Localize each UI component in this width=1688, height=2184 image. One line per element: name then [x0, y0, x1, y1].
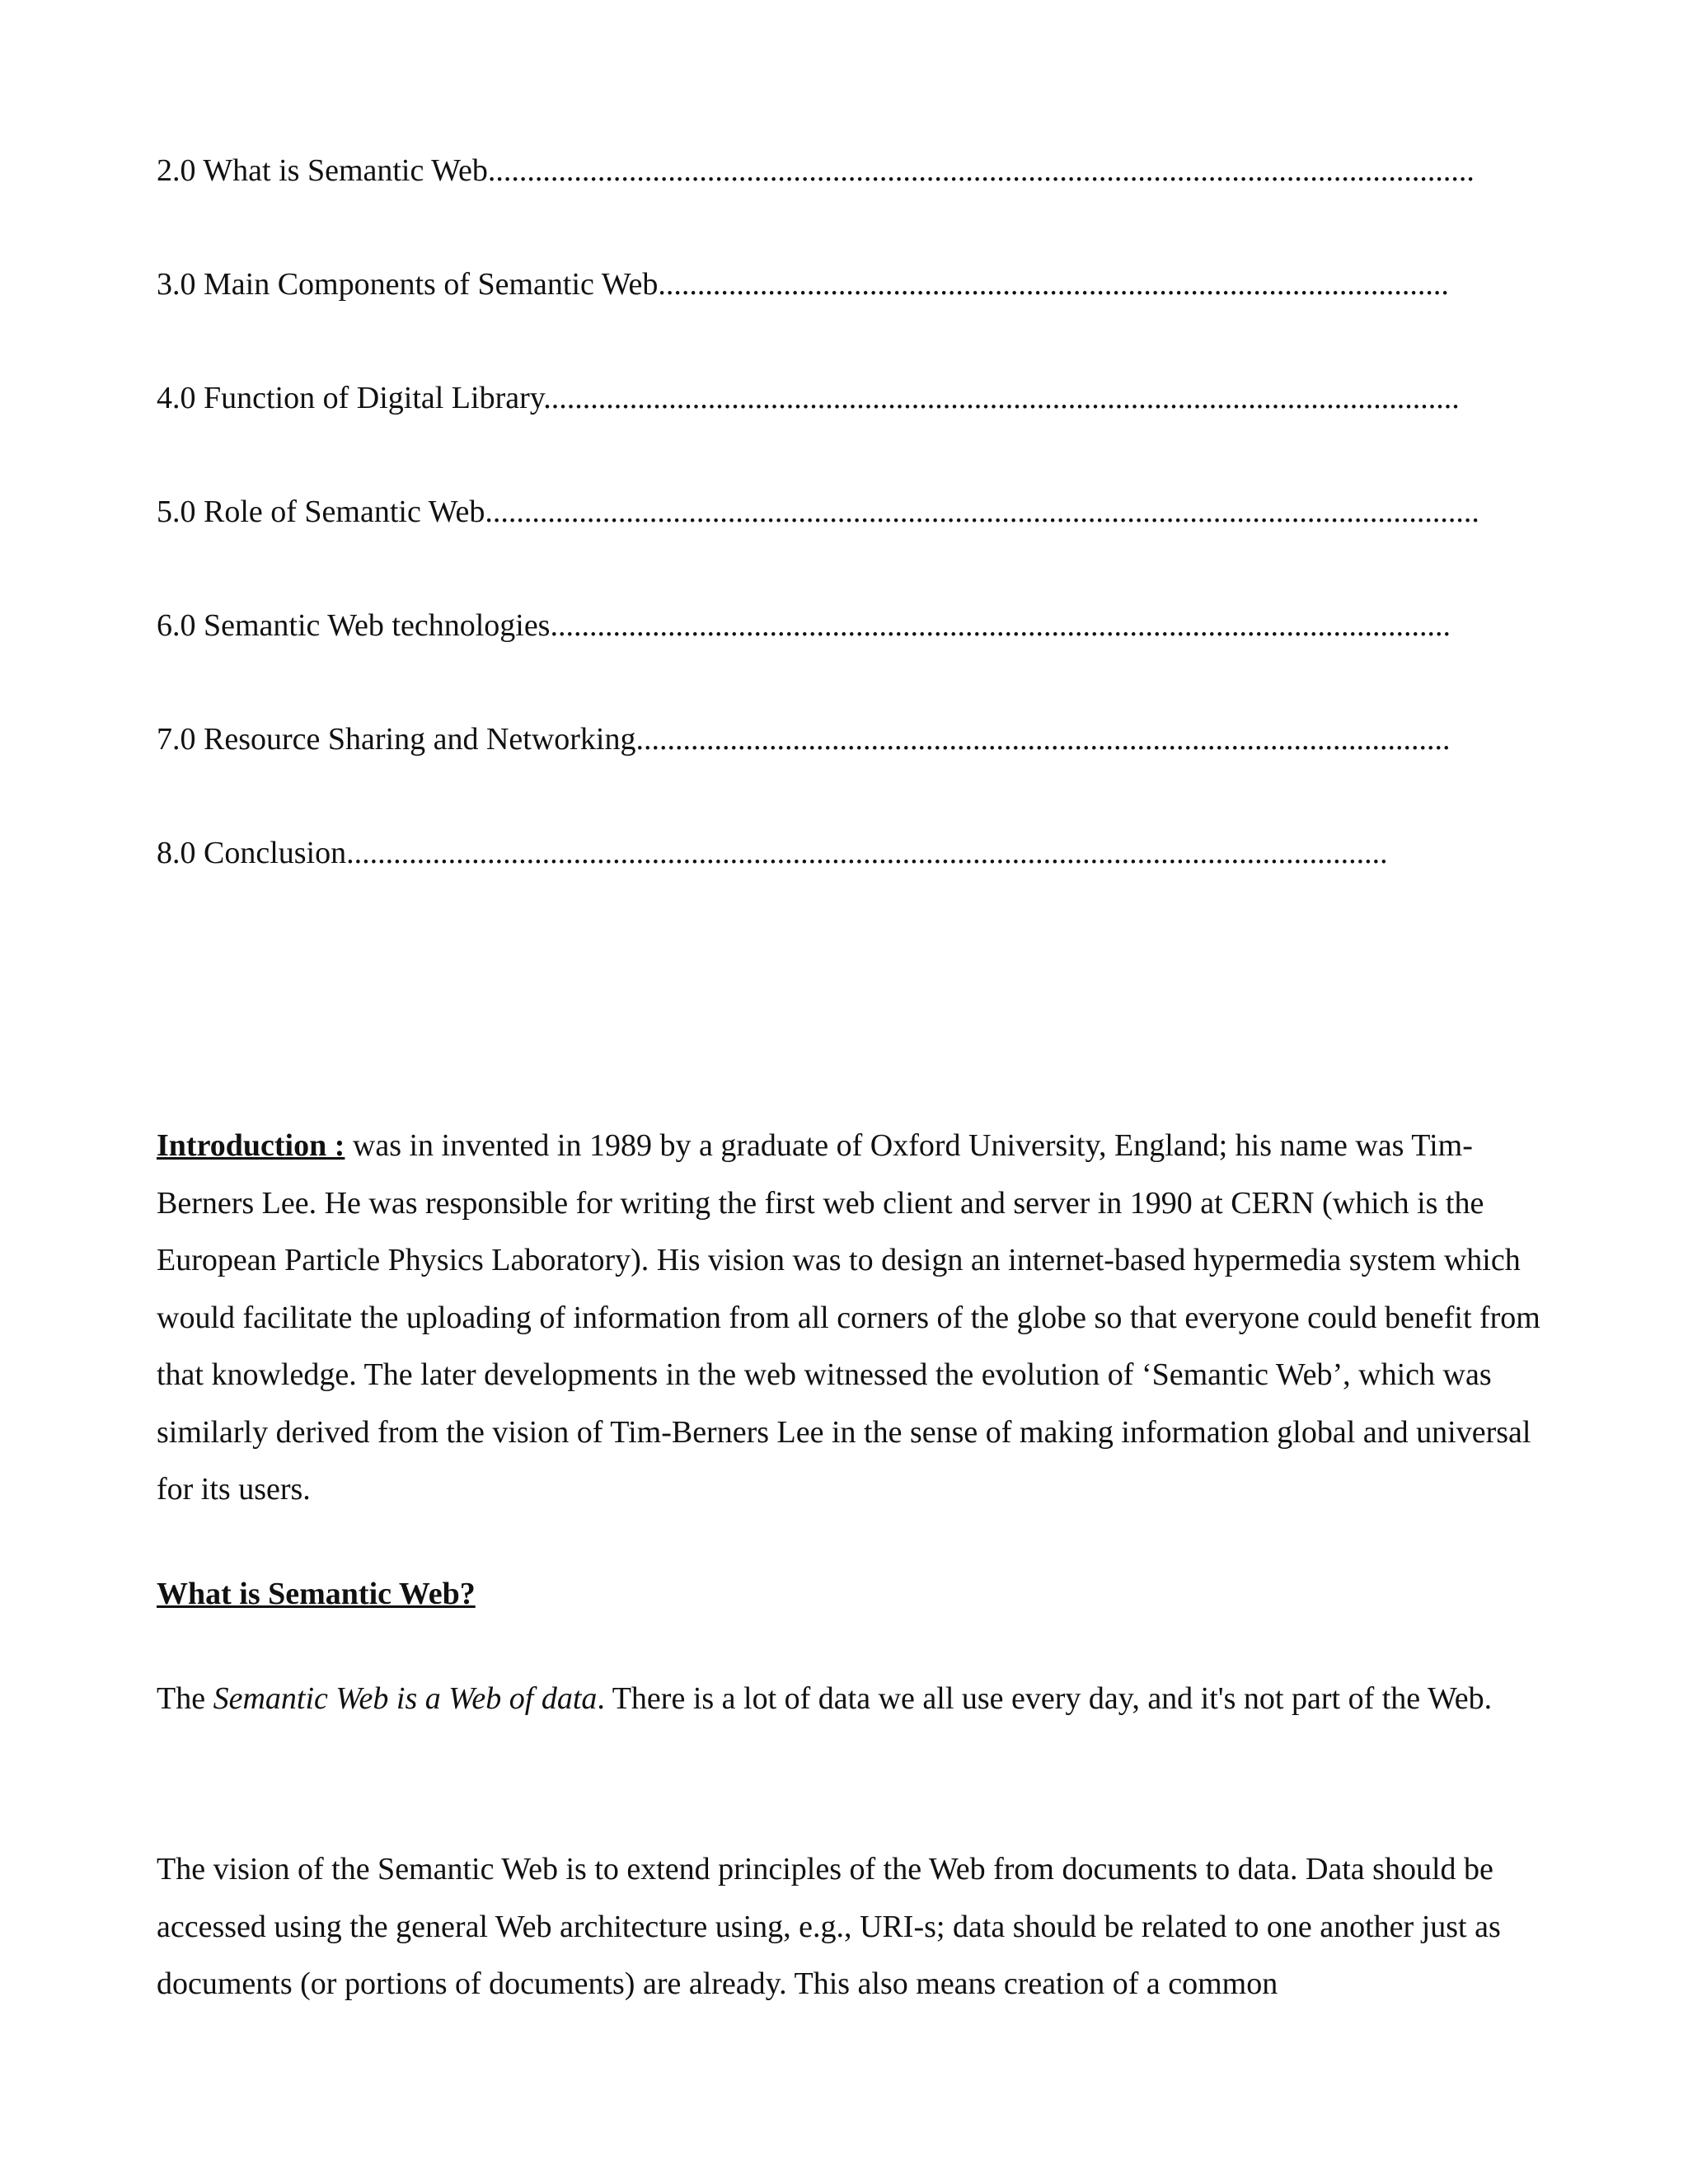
definition-paragraph: [157, 1671, 1541, 1728]
toc-entry: [157, 152, 1533, 189]
section-heading: What is Semantic Web?: [157, 1577, 476, 1611]
toc-entry-text: 3.0 Main Components of Semantic Web: [157, 267, 659, 302]
toc-leader-dots: .....................................................................................................: [658, 267, 1449, 302]
toc-entry-text: 2.0 What is Semantic Web: [157, 153, 488, 188]
toc-leader-dots: ..............................................................................................................................: [487, 153, 1475, 188]
toc-entry: [157, 380, 1533, 416]
introduction-text: was in invented in 1989 by a graduate of Oxford University, England; his name was Tim-Berners Lee. He was responsible for writing the first web client and server in 1990 at CERN (which is the European Particle Physics Laboratory). His vision was to design an internet-based hypermedia system which would facilitate the uploading of information from all corners of the globe so that everyone could benefit from that knowledge. The later developments in the web witnessed the evolution of ‘Semantic Web’, which was similarly derived from the vision of Tim-Berners Lee in the sense of making information global and universal for its users.: [157, 1128, 1540, 1507]
table-of-contents: [157, 152, 1533, 949]
toc-leader-dots: ........................................................................................................: [635, 722, 1451, 757]
definition-emphasis: Semantic Web is a Web of data: [213, 1681, 598, 1716]
vision-paragraph: [157, 1841, 1541, 2013]
introduction-label: Introduction :: [157, 1128, 345, 1163]
toc-entry: [157, 494, 1533, 530]
toc-entry-text: 8.0 Conclusion: [157, 836, 347, 870]
toc-leader-dots: .....................................................................................................................................: [346, 836, 1388, 870]
toc-entry-text: 7.0 Resource Sharing and Networking: [157, 722, 636, 757]
vision-text: The vision of the Semantic Web is to extend principles of the Web from documents to data. Data should be accessed using the general Web architecture using, e.g., URI-s; data should be related to one another just as documents (or portions of documents) are already. This also means creation of a common: [157, 1852, 1501, 2001]
toc-entry-text: 4.0 Function of Digital Library: [157, 381, 544, 415]
toc-entry: [157, 266, 1533, 302]
toc-entry-text: 5.0 Role of Semantic Web: [157, 494, 485, 529]
introduction-paragraph: [157, 1118, 1541, 1519]
toc-leader-dots: ...................................................................................................................: [550, 608, 1451, 643]
definition-text-start: The: [157, 1681, 213, 1716]
toc-entry: [157, 835, 1533, 871]
toc-entry: [157, 721, 1533, 757]
toc-leader-dots: .....................................................................................................................: [543, 381, 1460, 415]
toc-entry-text: 6.0 Semantic Web technologies: [157, 608, 551, 643]
definition-text-end: . There is a lot of data we all use every day, and it's not part of the Web.: [597, 1681, 1493, 1716]
toc-entry: [157, 607, 1533, 644]
toc-leader-dots: ...............................................................................................................................: [485, 494, 1479, 529]
